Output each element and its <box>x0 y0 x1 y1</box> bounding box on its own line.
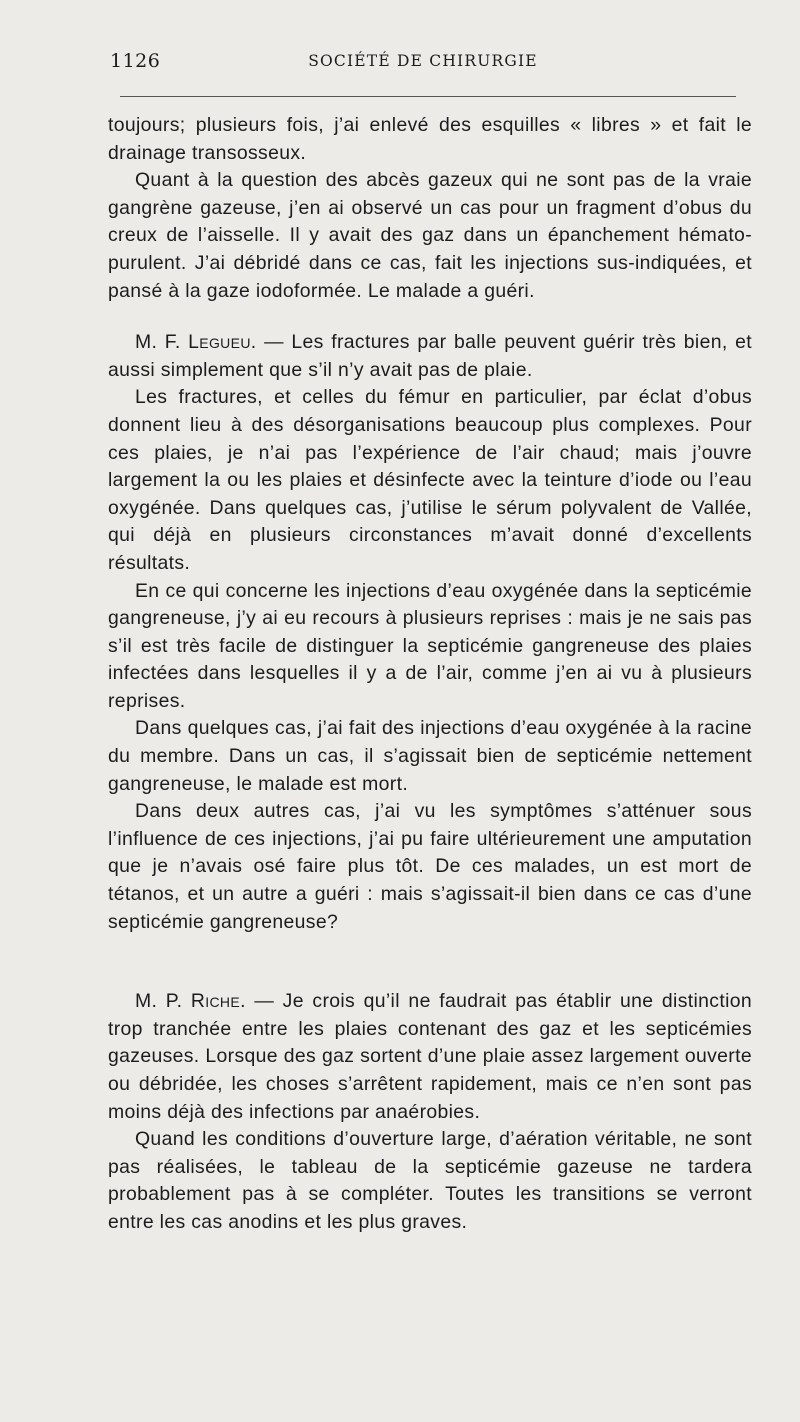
speaker-prefix: M. P. <box>135 990 191 1013</box>
running-head: SOCIÉTÉ DE CHIRURGIE <box>308 52 538 70</box>
header-rule <box>120 96 736 97</box>
paragraph <box>108 384 752 577</box>
page-number: 1126 <box>110 50 161 72</box>
paragraph-text: . — Je crois qu’il ne faudrait pas établir une distinction trop tranchée entre les plaies contenant des gaz et les septicémies gazeuses. Lorsque des gaz sortent d’une plaie assez largement ouverte ou débridée, les choses s’arrêtent rapidement, mais ce n’en sont pas moins déjà des infections par anaérobies. <box>108 990 752 1123</box>
paragraph-text: toujours; plusieurs fois, j’ai enlevé des esquilles « libres » et fait le drainage transosseux. <box>108 114 752 164</box>
body-text <box>108 112 752 1237</box>
speech-legueu <box>108 329 752 384</box>
paragraph <box>108 167 752 305</box>
paragraph <box>108 798 752 936</box>
paragraph-text: Les fractures, et celles du fémur en particulier, par éclat d’obus donnent lieu à des désorganisations beaucoup plus complexes. Pour ces plaies, je n’ai pas l’expérience de l’air chaud; mais j’ouvre largement la ou les plaies et désinfecte avec la teinture d’iode ou l’eau oxygénée. Dans quelques cas, j’utilise le sérum polyvalent de Vallée, qui déjà en plusieurs circonstances m’avait donné d’excellents résultats. <box>108 386 752 574</box>
paragraph <box>108 578 752 716</box>
paragraph-continuation <box>108 112 752 167</box>
paragraph-text: Quand les conditions d’ouverture large, d’aération véritable, ne sont pas réalisées, le tableau de la septicémie gazeuse ne tardera probablement pas à se compléter. Toutes les transitions se verront entre les cas anodins et les plus graves. <box>108 1128 752 1233</box>
paragraph <box>108 715 752 798</box>
paragraph-text: Dans quelques cas, j’ai fait des injections d’eau oxygénée à la racine du membre. Dans un cas, il s’agissait bien de septicémie nettement gangreneuse, le malade est mort. <box>108 717 752 795</box>
speaker-prefix: M. F. <box>135 331 189 354</box>
page-header <box>108 48 738 84</box>
paragraph-text: Dans deux autres cas, j’ai vu les symptômes s’atténuer sous l’influence de ces injections, j’ai pu faire ultérieurement une amputation que je n’avais osé faire plus tôt. De ces malades, un est mort de tétanos, et un autre a guéri : mais s’agissait-il bien dans ce cas d’une septicémie gangreneuse? <box>108 800 752 933</box>
speaker-name: Riche <box>190 990 241 1013</box>
speaker-name: Legueu <box>188 331 251 354</box>
paragraph-text: Quant à la question des abcès gazeux qui ne sont pas de la vraie gangrène gazeuse, j’en ai observé un cas pour un fragment d’obus du creux de l’aisselle. Il y avait des gaz dans un épanchement hémato-purulent. J’ai débridé dans ce cas, fait les injections sus-indiquées, et pansé à la gaze iodoformée. Le malade a guéri. <box>108 169 752 302</box>
paragraph <box>108 1126 752 1236</box>
paragraph-text: . — Les fractures par balle peuvent guérir très bien, et aussi simplement que s’il n’y avait pas de plaie. <box>108 331 752 381</box>
speech-riche <box>108 988 752 1126</box>
paragraph-text: En ce qui concerne les injections d’eau oxygénée dans la septicémie gangreneuse, j’y ai eu recours à plusieurs reprises : mais je ne sais pas s’il est très facile de distinguer la septicémie gangreneuse des plaies infectées dans lesquelles il y a de l’air, comme j’en ai vu à plusieurs reprises. <box>108 579 752 712</box>
